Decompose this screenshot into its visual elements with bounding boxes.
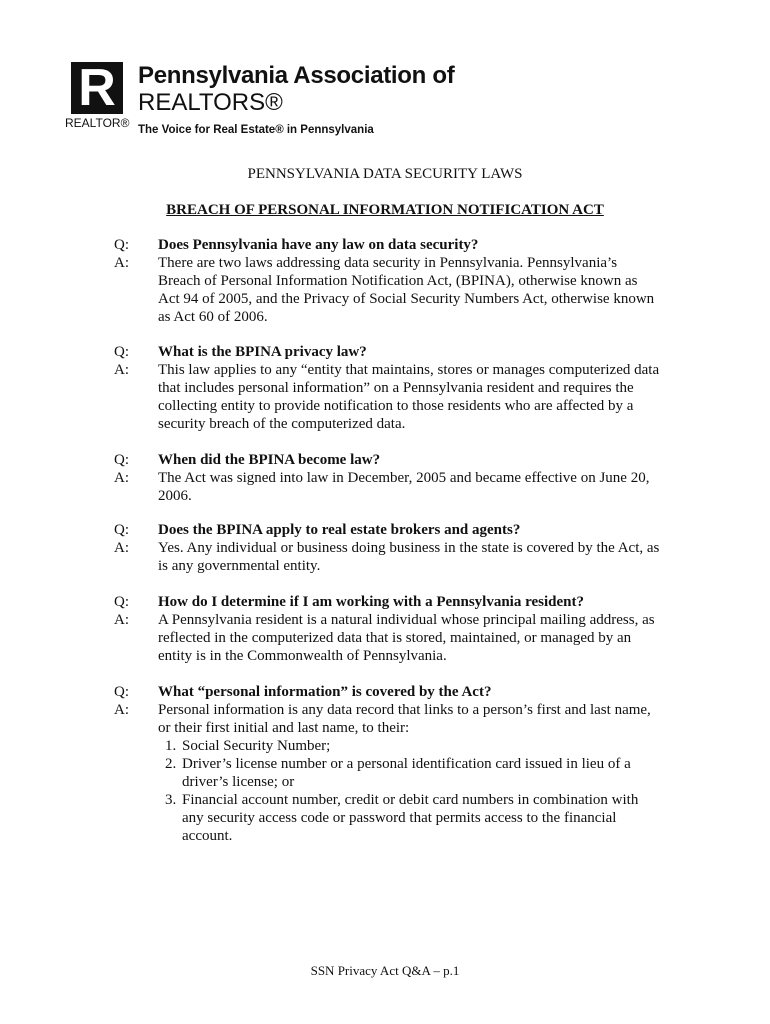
- organization-header: [138, 62, 454, 136]
- logo-trademark: REALTOR®: [65, 116, 130, 130]
- answer: A Pennsylvania resident is a natural individual whose principal mailing address, as reflected in the computerized data that is stored, maintained, or managed by an entity is in the Commonwealth of Pennsylvania.: [158, 612, 655, 664]
- qa-block: [114, 593, 662, 665]
- page-footer: SSN Privacy Act Q&A – p.1: [310, 963, 460, 978]
- q-label: Q:: [114, 594, 129, 610]
- list-item: 2. Driver’s license number or a personal identification card issued in lieu of a driver’s license; or: [180, 755, 662, 791]
- logo-letter: R: [78, 59, 116, 117]
- q-label: Q:: [114, 344, 129, 360]
- question: How do I determine if I am working with a Pennsylvania resident?: [158, 594, 584, 610]
- a-label: A:: [114, 612, 129, 628]
- q-label: Q:: [114, 522, 129, 538]
- question: What “personal information” is covered by the Act?: [158, 684, 492, 700]
- question: When did the BPINA become law?: [158, 452, 381, 468]
- realtor-r-logo-icon: [65, 59, 130, 130]
- realtor-logo: [65, 59, 130, 130]
- a-label: A:: [114, 540, 129, 556]
- answer: There are two laws addressing data security in Pennsylvania. Pennsylvania’s Breach of Personal Information Notification Act, (BPINA), otherwise known as Act 94 of 2005, and the Privacy of Social Security Numbers Act, otherwise known as Act 60 of 2006.: [158, 255, 655, 325]
- a-label: A:: [114, 470, 129, 486]
- q-label: Q:: [114, 452, 129, 468]
- a-label: A:: [114, 362, 129, 378]
- q-label: Q:: [114, 684, 129, 700]
- a-label: A:: [114, 255, 129, 271]
- question: Does Pennsylvania have any law on data security?: [158, 237, 479, 253]
- list-item: 3. Financial account number, credit or debit card numbers in combination with any security access code or password that permits access to the financial account.: [180, 791, 662, 845]
- q-label: Q:: [114, 237, 129, 253]
- personal-info-list: [158, 737, 662, 845]
- answer: Yes. Any individual or business doing business in the state is covered by the Act, as is any governmental entity.: [158, 540, 660, 574]
- list-item: 1. Social Security Number;: [180, 737, 662, 755]
- answer: The Act was signed into law in December, 2005 and became effective on June 20, 2006.: [158, 470, 650, 504]
- qa-block: [114, 343, 662, 433]
- qa-block: [114, 451, 662, 505]
- document-title: PENNSYLVANIA DATA SECURITY LAWS: [247, 166, 523, 182]
- org-name-line1: Pennsylvania Association of: [138, 62, 455, 89]
- answer: Personal information is any data record that links to a person’s first and last name, or their first initial and last name, to their:: [158, 702, 651, 736]
- question: Does the BPINA apply to real estate brokers and agents?: [158, 522, 521, 538]
- qa-block: [114, 236, 662, 326]
- org-name-line2: REALTORS®: [138, 89, 283, 116]
- answer: This law applies to any “entity that maintains, stores or manages computerized data that includes personal information” on a Pennsylvania resident and requires the collecting entity to provide notification to those residents who are affected by a security breach of the computerized data.: [158, 362, 660, 432]
- org-tagline: The Voice for Real Estate® in Pennsylvania: [138, 124, 374, 136]
- document-subtitle: BREACH OF PERSONAL INFORMATION NOTIFICATION ACT: [166, 202, 604, 218]
- qa-block: [114, 521, 662, 575]
- a-label: A:: [114, 702, 129, 718]
- qa-block: [114, 683, 662, 845]
- question: What is the BPINA privacy law?: [158, 344, 367, 360]
